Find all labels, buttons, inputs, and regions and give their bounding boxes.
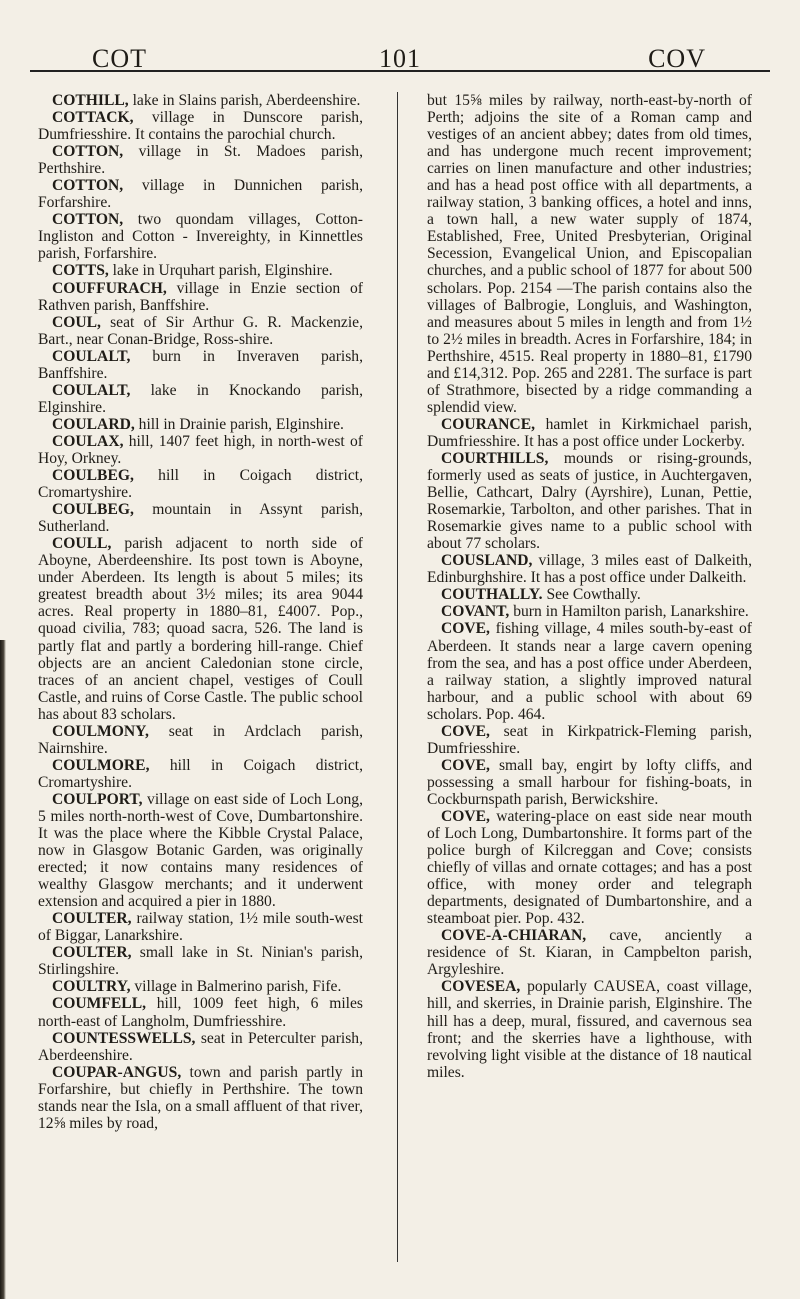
entry-headword: COUPAR-ANGUS, bbox=[52, 1063, 182, 1081]
gazetteer-entry bbox=[427, 416, 752, 450]
entry-text: seat in Kirkpatrick-Fleming parish, Dumfriesshire. bbox=[427, 722, 752, 757]
entry-headword: COTTON, bbox=[52, 143, 124, 161]
entry-text: lake in Slains parish, Aberdeenshire. bbox=[128, 92, 361, 109]
gazetteer-entry bbox=[38, 314, 363, 348]
gazetteer-entry bbox=[427, 978, 752, 1080]
gazetteer-entry bbox=[427, 552, 752, 586]
entry-headword: COVE-A-CHIARAN, bbox=[441, 927, 587, 945]
gazetteer-entry bbox=[38, 791, 363, 910]
gazetteer-entry bbox=[38, 501, 363, 535]
gazetteer-entry bbox=[38, 348, 363, 382]
entry-text: seat of Sir Arthur G. R. Mackenzie, Bart., near Conan-Bridge, Ross-shire. bbox=[38, 313, 363, 348]
entry-text: hill, 1407 feet high, in north-west of Hoy, Orkney. bbox=[38, 432, 363, 467]
gazetteer-entry bbox=[427, 620, 752, 722]
entry-text: popularly CAUSEA, coast village, hill, and skerries, in Drainie parish, Elginshire. The hill has a deep, mural, fissured, and cavernous sea front; and the skerries have a lighthouse, with revolving light visible at the distance of 18 nautical miles. bbox=[427, 978, 752, 1081]
entry-text: mounds or rising-grounds, formerly used as seats of justice, in Auchtergaven, Bellie, Cathcart, Dalry (Ayrshire), Lunan, Pettie, Rosemarkie, Tarbolton, and other parishes. That in Rosemarkie gives name to a public school with about 77 scholars. bbox=[427, 449, 752, 553]
gazetteer-entry bbox=[38, 177, 363, 211]
entry-headword: COVE, bbox=[441, 756, 490, 774]
gazetteer-entry bbox=[38, 535, 363, 723]
gazetteer-entry bbox=[38, 978, 363, 995]
header-rule bbox=[30, 70, 770, 72]
right-column bbox=[427, 92, 752, 1081]
entry-text: cave, anciently a residence of St. Kiaran, in Campbelton parish, Argyleshire. bbox=[427, 927, 752, 979]
entry-text: lake in Knockando parish, Elginshire. bbox=[38, 381, 363, 416]
entry-text: village in Balmerino parish, Fife. bbox=[130, 978, 342, 996]
entry-headword: COUL, bbox=[52, 313, 101, 331]
gazetteer-entry bbox=[38, 723, 363, 757]
entry-headword: COURTHILLS, bbox=[441, 449, 549, 467]
entry-text: mountain in Assynt parish, Sutherland. bbox=[38, 501, 363, 536]
entry-headword: COTTON, bbox=[52, 211, 124, 229]
entry-headword: COULAX, bbox=[52, 432, 124, 450]
entry-text: small lake in St. Ninian's parish, Stirlingshire. bbox=[38, 944, 363, 979]
entry-text: watering-place on east side near mouth of Loch Long, Dumbartonshire. It forms part of the police burgh of Kilcreggan and Cove; consists chiefly of villas and ornate cottages; and has a post office, with money order and telegraph departments, designated of Dumbartonshire, and a steamboat pier. Pop. 432. bbox=[427, 807, 752, 928]
gazetteer-entry bbox=[38, 109, 363, 143]
entry-text: railway station, 1½ mile south-west of Biggar, Lanarkshire. bbox=[38, 910, 363, 945]
entry-headword: COULMONY, bbox=[52, 722, 149, 740]
entry-headword: COTTS, bbox=[52, 262, 109, 280]
entry-headword: COUNTESSWELLS, bbox=[52, 1029, 196, 1047]
gazetteer-entry bbox=[427, 757, 752, 808]
gazetteer-entry bbox=[427, 450, 752, 552]
gazetteer-entry bbox=[427, 603, 752, 620]
entry-headword: COVE, bbox=[441, 722, 490, 740]
gazetteer-entry bbox=[38, 1064, 363, 1132]
gazetteer-entry bbox=[38, 92, 363, 109]
header-left-guide: COT bbox=[92, 44, 147, 73]
entry-headword: COVANT, bbox=[441, 603, 510, 621]
entry-headword: COULBEG, bbox=[52, 501, 134, 519]
entry-text: but 15⅝ miles by railway, north-east-by-north of Perth; adjoins the site of a Roman camp and vestiges of an ancient abbey; dates from old times, and has undergone much recent improvement; carries on linen manufacture and other industries; and has a head post office with all departments, a railway station, 3 banking offices, a hotel and inns, a town hall, a new water supply of 1874, Established, Free, United Presbyterian, Original Secession, Evangelical Union, and Episcopalian churches, and a public school of 1877 for about 500 scholars. Pop. 2154 —The parish contains also the villages of Balbrogie, Longluis, and Washington, and measures about 5 miles in length and from 1½ to 2½ miles in breadth. Acres in Forfarshire, 184; in Perthshire, 4515. Real property in 1880–81, £1790 and £14,312. Pop. 265 and 2281. The surface is part of Strathmore, bisected by a ridge commanding a splendid view. bbox=[427, 92, 752, 416]
entry-headword: COVE, bbox=[441, 807, 490, 825]
entry-text: parish adjacent to north side of Aboyne, Aberdeenshire. Its post town is Aboyne, under Aberdeen. Its length is about 5 miles; its greatest breadth about 3½ miles; its area 9044 acres. Real property in 1880–81, £4007. Pop., quoad civilia, 783; quoad sacra, 526. The land is partly flat and partly a bordering hill-range. Chief objects are an ancient Caledonian stone circle, traces of an ancient chapel, vestiges of Coull Castle, and ruins of Corse Castle. The public school has about 83 scholars. bbox=[38, 535, 363, 723]
entry-text: hill, 1009 feet high, 6 miles north-east of Langholm, Dumfriesshire. bbox=[38, 995, 363, 1030]
gazetteer-entry bbox=[38, 262, 363, 279]
entry-text: lake in Urquhart parish, Elginshire. bbox=[108, 262, 333, 280]
entry-headword: COULTRY, bbox=[52, 978, 131, 996]
entry-headword: COURANCE, bbox=[441, 415, 535, 433]
entry-text: village in Dunnichen parish, Forfarshire. bbox=[38, 177, 363, 212]
entry-headword: COTTON, bbox=[52, 177, 124, 195]
gazetteer-entry bbox=[38, 143, 363, 177]
entry-text: village on east side of Loch Long, 5 miles north-north-west of Cove, Dumbartonshire. It was the place where the Kibble Crystal Palace, now in Glasgow Botanic Garden, was originally erected; it now contains many residences of wealthy Glasgow merchants; and it underwent extension and acquired a pier in 1880. bbox=[38, 790, 363, 911]
entry-headword: COVESEA, bbox=[441, 978, 521, 996]
left-column bbox=[38, 92, 363, 1132]
entry-headword: COTTACK, bbox=[52, 109, 134, 127]
gazetteer-entry bbox=[38, 910, 363, 944]
entry-text: seat in Ardclach parish, Nairnshire. bbox=[38, 722, 363, 757]
running-header bbox=[30, 44, 770, 80]
gazetteer-entry bbox=[38, 416, 363, 433]
entry-text: fishing village, 4 miles south-by-east of Aberdeen. It stands near a large cavern opening from the sea, and has a post office under Aberdeen, a railway station, a slightly improved natural harbour, and a public school with about 69 scholars. Pop. 464. bbox=[427, 620, 752, 723]
entry-headword: COUSLAND, bbox=[441, 552, 533, 570]
entry-headword: COUMFELL, bbox=[52, 995, 146, 1013]
entry-text: village in Dunscore parish, Dumfriesshire. It contains the parochial church. bbox=[38, 109, 363, 144]
gazetteer-entry bbox=[38, 757, 363, 791]
entry-headword: COULBEG, bbox=[52, 467, 134, 485]
entry-headword: COULPORT, bbox=[52, 790, 143, 808]
entry-text: town and parish partly in Forfarshire, but chiefly in Perthshire. The town stands near the Isla, on a small affluent of that river, 12⅝ miles by road, bbox=[38, 1063, 363, 1132]
entry-headword: COULMORE, bbox=[52, 756, 150, 774]
entry-headword: COUTHALLY. bbox=[441, 586, 543, 604]
entry-text: two quondam villages, Cotton-Ingliston and Cotton - Invereighty, in Kinnettles parish, Forfarshire. bbox=[38, 211, 363, 263]
gazetteer-entry bbox=[38, 467, 363, 501]
entry-text: burn in Inveraven parish, Banffshire. bbox=[38, 347, 363, 382]
entry-text: burn in Hamilton parish, Lanarkshire. bbox=[509, 603, 749, 621]
gazetteer-entry bbox=[38, 211, 363, 262]
entry-text: village in St. Madoes parish, Perthshire. bbox=[38, 143, 363, 178]
entry-text: village, 3 miles east of Dalkeith, Edinburghshire. It has a post office under Dalkeith. bbox=[427, 552, 752, 587]
entry-headword: COULTER, bbox=[52, 944, 132, 962]
entry-text: hamlet in Kirkmichael parish, Dumfriesshire. It has a post office under Lockerby. bbox=[427, 415, 752, 450]
gazetteer-entry bbox=[427, 723, 752, 757]
entry-headword: COULALT, bbox=[52, 347, 131, 365]
entry-text: hill in Coigach district, Cromartyshire. bbox=[38, 756, 363, 791]
entry-text: village in Enzie section of Rathven parish, Banffshire. bbox=[38, 279, 363, 314]
column-divider bbox=[397, 92, 398, 1262]
gazetteer-entry bbox=[38, 280, 363, 314]
entry-headword: COTHILL, bbox=[52, 92, 129, 109]
entry-text: seat in Peterculter parish, Aberdeenshire. bbox=[38, 1029, 363, 1064]
header-right-guide: COV bbox=[648, 44, 706, 73]
gazetteer-entry bbox=[38, 995, 363, 1029]
gazetteer-entry bbox=[427, 927, 752, 978]
page-number: 101 bbox=[379, 44, 421, 73]
entry-headword: COVE, bbox=[441, 620, 490, 638]
entry-headword: COUFFURACH, bbox=[52, 279, 167, 297]
entry-text: See Cowthally. bbox=[542, 586, 641, 604]
gazetteer-entry bbox=[38, 382, 363, 416]
entry-headword: COULALT, bbox=[52, 381, 131, 399]
entry-headword: COULARD, bbox=[52, 415, 135, 433]
entry-text: hill in Drainie parish, Elginshire. bbox=[134, 415, 344, 433]
entry-headword: COULL, bbox=[52, 535, 112, 553]
binding-edge bbox=[0, 640, 6, 1299]
entry-headword: COULTER, bbox=[52, 910, 132, 928]
gazetteer-entry bbox=[38, 1030, 363, 1064]
gazetteer-entry bbox=[427, 586, 752, 603]
gazetteer-entry bbox=[427, 808, 752, 927]
entry-text: small bay, engirt by lofty cliffs, and possessing a small harbour for fishing-boats, in Cockburnspath parish, Berwickshire. bbox=[427, 756, 752, 808]
gazetteer-entry bbox=[427, 92, 752, 416]
gazetteer-entry bbox=[38, 433, 363, 467]
gazetteer-entry bbox=[38, 944, 363, 978]
entry-text: hill in Coigach district, Cromartyshire. bbox=[38, 467, 363, 502]
